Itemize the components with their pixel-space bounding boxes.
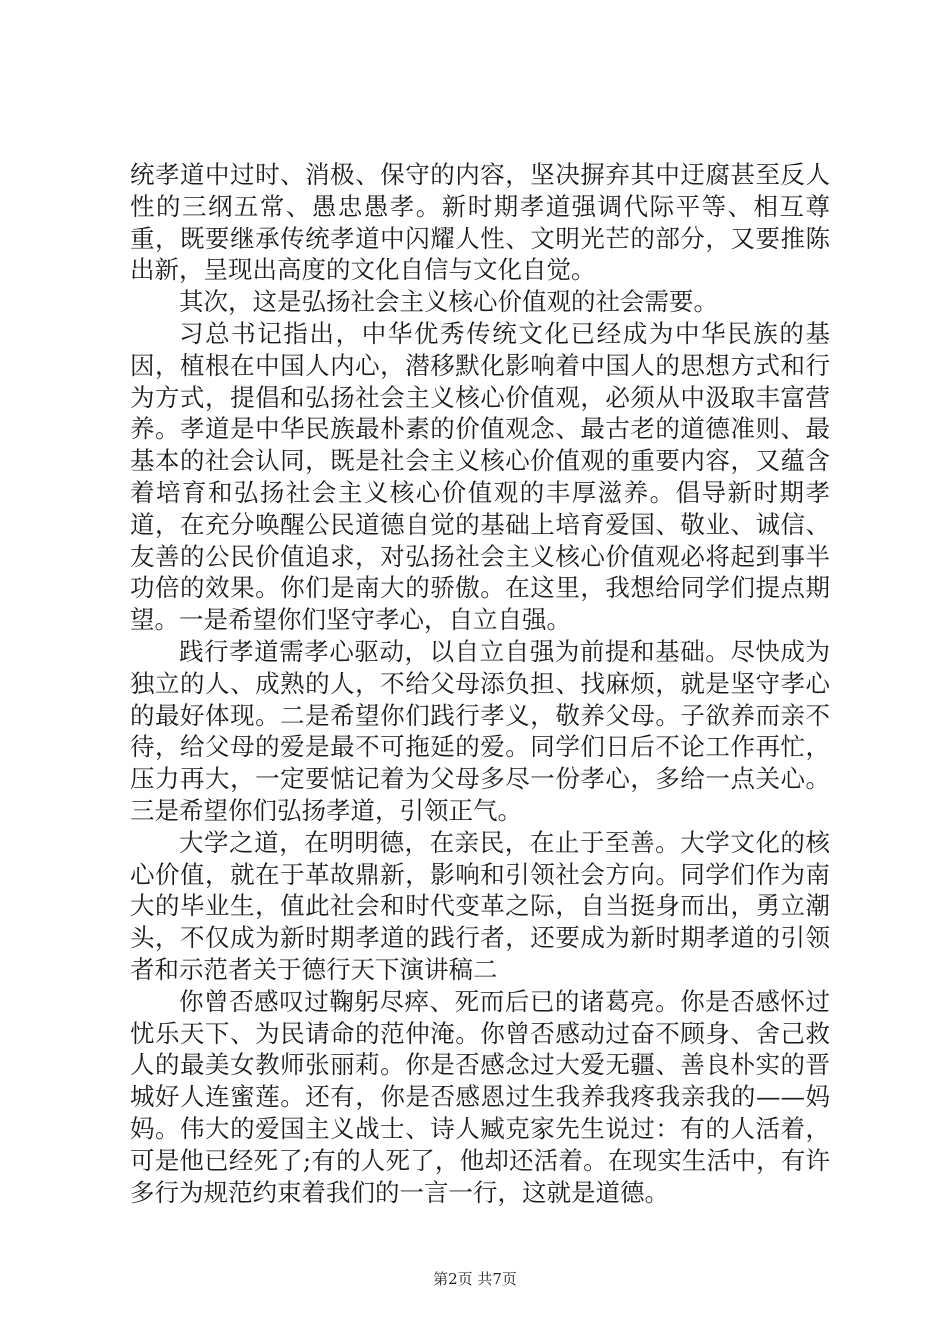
paragraph-6: 你曾否感叹过鞠躬尽瘁、死而后已的诸葛亮。你是否感怀过忧乐天下、为民请命的范仲淹。你曾否感动过奋不顾身、舍己救人的最美女教师张丽莉。你是否感念过大爱无疆、善良朴实的晋城好人连蜜莲。还有，你是否感恩过生我养我疼我亲我的——妈妈。伟大的爱国主义战士、诗人臧克家先生说过：有的人活着，可是他已经死了;有的人死了，他却还活着。在现实生活中，有许多行为规范约束着我们的一言一行，这就是道德。: [130, 986, 830, 1207]
paragraph-4: 践行孝道需孝心驱动，以自立自强为前提和基础。尽快成为独立的人、成熟的人，不给父母添负担、找麻烦，就是坚守孝心的最好体现。二是希望你们践行孝义，敬养父母。子欲养而亲不待，给父母的爱是最不可拖延的爱。同学们日后不论工作再忙，压力再大，一定要惦记着为父母多尽一份孝心，多给一点关心。三是希望你们弘扬孝道，引领正气。: [130, 636, 830, 825]
page-footer: 第2页 共7页: [433, 1270, 517, 1288]
paragraph-5: 大学之道，在明明德，在亲民，在止于至善。大学文化的核心价值，就在于革故鼎新，影响和引领社会方向。同学们作为南大的毕业生，值此社会和时代变革之际，自当挺身而出，勇立潮头，不仅成为新时期孝道的践行者，还要成为新时期孝道的引领者和示范者关于德行天下演讲稿二: [130, 827, 830, 984]
body-text: [130, 159, 830, 1208]
paragraph-3: 习总书记指出，中华优秀传统文化已经成为中华民族的基因，植根在中国人内心，潜移默化影响着中国人的思想方式和行为方式，提倡和弘扬社会主义核心价值观，必须从中汲取丰富营养。孝道是中华民族最朴素的价值观念、最古老的道德准则、最基本的社会认同，既是社会主义核心价值观的重要内容，又蕴含着培育和弘扬社会主义核心价值观的丰厚滋养。倡导新时期孝道，在充分唤醒公民道德自觉的基础上培育爱国、敬业、诚信、友善的公民价值追求，对弘扬社会主义核心价值观必将起到事半功倍的效果。你们是南大的骄傲。在这里，我想给同学们提点期望。一是希望你们坚守孝心，自立自强。: [130, 318, 830, 635]
paragraph-2: 其次，这是弘扬社会主义核心价值观的社会需要。: [179, 287, 718, 317]
paragraph-1: 统孝道中过时、消极、保守的内容，坚决摒弃其中迂腐甚至反人性的三纲五常、愚忠愚孝。新时期孝道强调代际平等、相互尊重，既要继承传统孝道中闪耀人性、文明光芒的部分，又要推陈出新，呈现出高度的文化自信与文化自觉。: [130, 160, 830, 285]
